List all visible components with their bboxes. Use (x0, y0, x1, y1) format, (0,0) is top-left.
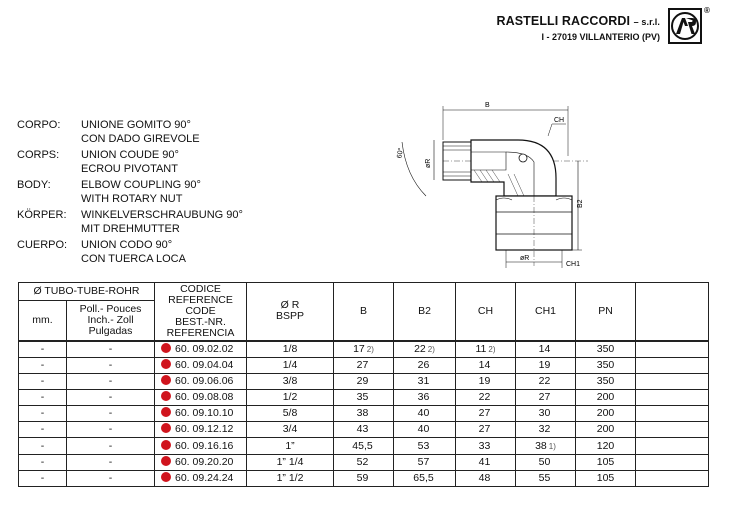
dim-b-label: B (485, 102, 490, 109)
description-line: CON DADO GIREVOLE (81, 133, 200, 145)
cell-extra (636, 406, 709, 422)
cell-pn: 350 (576, 357, 636, 373)
dim-ch-label: CH (554, 117, 565, 124)
code-text: 60. 09.12.12 (175, 423, 234, 436)
ch1-value: 50 (538, 455, 551, 468)
header-ch1: CH1 (516, 283, 576, 341)
cell-extra (636, 422, 709, 438)
cell-ch (456, 341, 516, 358)
table-body (19, 341, 709, 487)
b-value: 45,5 (352, 439, 373, 452)
description-row-en (17, 178, 243, 206)
cell-extra (636, 389, 709, 405)
cell-b (334, 438, 394, 454)
description-label: BODY: (17, 179, 51, 191)
header-ch: CH (456, 283, 516, 341)
cell-b2 (394, 357, 456, 373)
cell-b (334, 341, 394, 358)
cell-code (155, 341, 247, 358)
ch1-value: 55 (538, 471, 551, 484)
product-description (17, 118, 243, 268)
cell-b2 (394, 341, 456, 358)
b-value: 38 (356, 407, 369, 420)
description-line: UNION COUDE 90° (81, 149, 179, 161)
ch-value: 14 (478, 358, 491, 371)
cell-mm: - (19, 341, 67, 358)
cell-mm: - (19, 422, 67, 438)
cell-b (334, 422, 394, 438)
cell-pn: 120 (576, 438, 636, 454)
header-inch-line: Inch.- Zoll (87, 313, 134, 326)
cell-pn: 350 (576, 373, 636, 389)
code-text: 60. 09.16.16 (175, 439, 234, 452)
description-line: UNIONE GOMITO 90° (81, 119, 191, 131)
description-line: MIT DREHMUTTER (81, 223, 180, 235)
cell-code (155, 422, 247, 438)
ch-value: 22 (478, 390, 491, 403)
cell-pn: 200 (576, 389, 636, 405)
cell-inch: - (67, 454, 155, 470)
b2-value: 26 (417, 358, 430, 371)
cell-extra (636, 357, 709, 373)
description-label: CUERPO: (17, 239, 68, 251)
cell-b2 (394, 438, 456, 454)
description-row-de (17, 208, 243, 236)
cell-ch (456, 373, 516, 389)
header-extra (636, 283, 709, 341)
b-value: 17 (353, 342, 365, 355)
b2-value: 40 (417, 423, 430, 436)
logo-text: AR (685, 48, 687, 49)
ch-value: 27 (478, 407, 491, 420)
code-text: 60. 09.20.20 (175, 455, 234, 468)
ch1-value: 32 (538, 423, 551, 436)
cell-ch (456, 454, 516, 470)
ch1-note: 1) (548, 441, 556, 451)
cell-b2 (394, 470, 456, 486)
availability-dot-icon (161, 456, 171, 466)
cell-ch (456, 422, 516, 438)
table-row (19, 406, 709, 422)
cell-extra (636, 470, 709, 486)
availability-dot-icon (161, 407, 171, 417)
cell-code (155, 373, 247, 389)
table-row (19, 454, 709, 470)
code-text: 60. 09.06.06 (175, 374, 234, 387)
cell-r: 5/8 (247, 406, 334, 422)
b2-value: 22 (414, 342, 426, 355)
cell-inch: - (67, 406, 155, 422)
ch-value: 48 (478, 471, 491, 484)
table-row (19, 341, 709, 358)
company-suffix: – s.r.l. (633, 17, 660, 27)
cell-inch: - (67, 422, 155, 438)
cell-ch1 (516, 406, 576, 422)
cell-b (334, 357, 394, 373)
cell-inch: - (67, 438, 155, 454)
cell-inch: - (67, 357, 155, 373)
cell-b2 (394, 454, 456, 470)
header-r-line: BSPP (275, 310, 304, 323)
b-value: 35 (356, 390, 369, 403)
b2-value: 53 (417, 439, 430, 452)
cell-ch1 (516, 438, 576, 454)
cell-ch (456, 357, 516, 373)
code-text: 60. 09.02.02 (175, 342, 234, 355)
b2-value: 65,5 (413, 471, 434, 484)
ch1-value: 30 (538, 407, 551, 420)
b-value: 29 (356, 374, 369, 387)
availability-dot-icon (161, 440, 171, 450)
cell-pn: 200 (576, 422, 636, 438)
cell-code (155, 470, 247, 486)
code-text: 60. 09.24.24 (175, 471, 234, 484)
availability-dot-icon (161, 472, 171, 482)
availability-dot-icon (161, 375, 171, 385)
description-line: CON TUERCA LOCA (81, 253, 186, 265)
header-code-line: CODICE (180, 282, 221, 295)
cell-ch (456, 438, 516, 454)
ch1-value: 22 (538, 374, 551, 387)
availability-dot-icon (161, 343, 171, 353)
cell-mm: - (19, 406, 67, 422)
cell-ch1 (516, 422, 576, 438)
cell-ch1 (516, 454, 576, 470)
cell-r: 1/2 (247, 389, 334, 405)
header-code (155, 283, 247, 341)
cell-b (334, 406, 394, 422)
header-mm: mm. (19, 301, 67, 341)
header-b: B (334, 283, 394, 341)
b2-value: 31 (417, 374, 430, 387)
availability-dot-icon (161, 359, 171, 369)
header-code-line: REFERENCIA (166, 326, 235, 339)
table-row (19, 389, 709, 405)
cell-r: 1/4 (247, 357, 334, 373)
description-label: KÖRPER: (17, 209, 67, 221)
b2-value: 40 (417, 407, 430, 420)
description-line: WITH ROTARY NUT (81, 193, 183, 205)
availability-dot-icon (161, 391, 171, 401)
ch-value: 33 (478, 439, 491, 452)
description-label: CORPS: (17, 149, 60, 161)
cell-inch: - (67, 373, 155, 389)
b2-note: 2) (427, 344, 435, 354)
ch-value: 19 (478, 374, 491, 387)
cell-b2 (394, 373, 456, 389)
b-note: 2) (366, 344, 374, 354)
ch1-value: 27 (538, 390, 551, 403)
cell-b2 (394, 422, 456, 438)
description-row-es (17, 238, 243, 266)
b2-value: 57 (417, 455, 430, 468)
cell-code (155, 389, 247, 405)
table-row (19, 438, 709, 454)
cell-inch: - (67, 389, 155, 405)
cell-r: 1” 1/2 (247, 470, 334, 486)
cell-mm: - (19, 470, 67, 486)
cell-extra (636, 454, 709, 470)
cell-inch: - (67, 470, 155, 486)
code-text: 60. 09.04.04 (175, 358, 234, 371)
cell-r: 3/8 (247, 373, 334, 389)
cell-b2 (394, 406, 456, 422)
cell-b2 (394, 389, 456, 405)
cell-ch1 (516, 341, 576, 358)
code-text: 60. 09.08.08 (175, 390, 234, 403)
cell-extra (636, 438, 709, 454)
cell-ch1 (516, 373, 576, 389)
header-tube: Ø TUBO-TUBE-ROHR (19, 283, 155, 301)
cell-ch (456, 406, 516, 422)
cell-code (155, 454, 247, 470)
cell-code (155, 438, 247, 454)
cell-r: 1/8 (247, 341, 334, 358)
registered-mark: ® (704, 6, 710, 15)
b-value: 27 (356, 358, 369, 371)
description-line: ECROU PIVOTANT (81, 163, 178, 175)
cell-r: 1” 1/4 (247, 454, 334, 470)
cell-pn: 350 (576, 341, 636, 358)
cell-ch (456, 389, 516, 405)
dim-r-bottom-label: øR (520, 255, 530, 262)
cell-mm: - (19, 389, 67, 405)
cell-code (155, 357, 247, 373)
header-code-line: REFERENCE (168, 293, 233, 306)
company-logo (668, 8, 702, 49)
company-address: I - 27019 VILLANTERIO (PV) (541, 32, 660, 42)
ch1-value: 38 (535, 439, 547, 452)
cell-extra (636, 373, 709, 389)
table-row (19, 357, 709, 373)
header-r-line: Ø R (280, 299, 300, 312)
cell-ch (456, 470, 516, 486)
header-code-line: CODE (185, 304, 216, 317)
header-inch (67, 301, 155, 341)
ch-value: 27 (478, 423, 491, 436)
cell-mm: - (19, 357, 67, 373)
cell-pn: 200 (576, 406, 636, 422)
cell-mm: - (19, 438, 67, 454)
company-name (480, 14, 660, 28)
cell-mm: - (19, 454, 67, 470)
header-code-line: BEST.-NR. (175, 315, 226, 328)
company-name-text: RASTELLI RACCORDI (496, 14, 631, 28)
b-value: 43 (356, 423, 369, 436)
cell-ch1 (516, 389, 576, 405)
ch-value: 11 (475, 342, 487, 355)
ch1-value: 14 (538, 342, 551, 355)
cell-b (334, 454, 394, 470)
header-inch-line: Pulgadas (88, 324, 133, 337)
table-row (19, 422, 709, 438)
description-row-it (17, 118, 243, 146)
header-inch-line: Poll.- Pouces (79, 302, 142, 315)
header-r (247, 283, 334, 341)
cell-inch: - (67, 341, 155, 358)
dimensions-table (18, 282, 709, 487)
cell-code (155, 406, 247, 422)
description-label: CORPO: (17, 119, 61, 131)
description-line: ELBOW COUPLING 90° (81, 179, 201, 191)
header-pn: PN (576, 283, 636, 341)
cell-b (334, 373, 394, 389)
dim-b2-label: B2 (577, 199, 584, 208)
description-line: UNION CODO 90° (81, 239, 173, 251)
cell-pn: 105 (576, 454, 636, 470)
code-text: 60. 09.10.10 (175, 407, 234, 420)
dim-r-top-label: øR (425, 158, 432, 168)
b2-value: 36 (417, 390, 430, 403)
cell-b (334, 470, 394, 486)
cell-r: 1” (247, 438, 334, 454)
ch1-value: 19 (538, 358, 551, 371)
cell-pn: 105 (576, 470, 636, 486)
ch-note: 2) (488, 344, 496, 354)
description-line: WINKELVERSCHRAUBUNG 90° (81, 209, 243, 221)
table-row (19, 470, 709, 486)
technical-drawing (388, 96, 598, 272)
cell-mm: - (19, 373, 67, 389)
header-b2: B2 (394, 283, 456, 341)
cell-r: 3/4 (247, 422, 334, 438)
description-row-fr (17, 148, 243, 176)
company-block (480, 14, 660, 42)
availability-dot-icon (161, 423, 171, 433)
ch-value: 41 (478, 455, 491, 468)
table-row (19, 373, 709, 389)
dim-ch1-label: CH1 (566, 261, 581, 268)
cell-extra (636, 341, 709, 358)
angle-label: 60° (396, 147, 406, 159)
b-value: 52 (356, 455, 369, 468)
cell-ch1 (516, 357, 576, 373)
b-value: 59 (356, 471, 369, 484)
cell-b (334, 389, 394, 405)
cell-ch1 (516, 470, 576, 486)
